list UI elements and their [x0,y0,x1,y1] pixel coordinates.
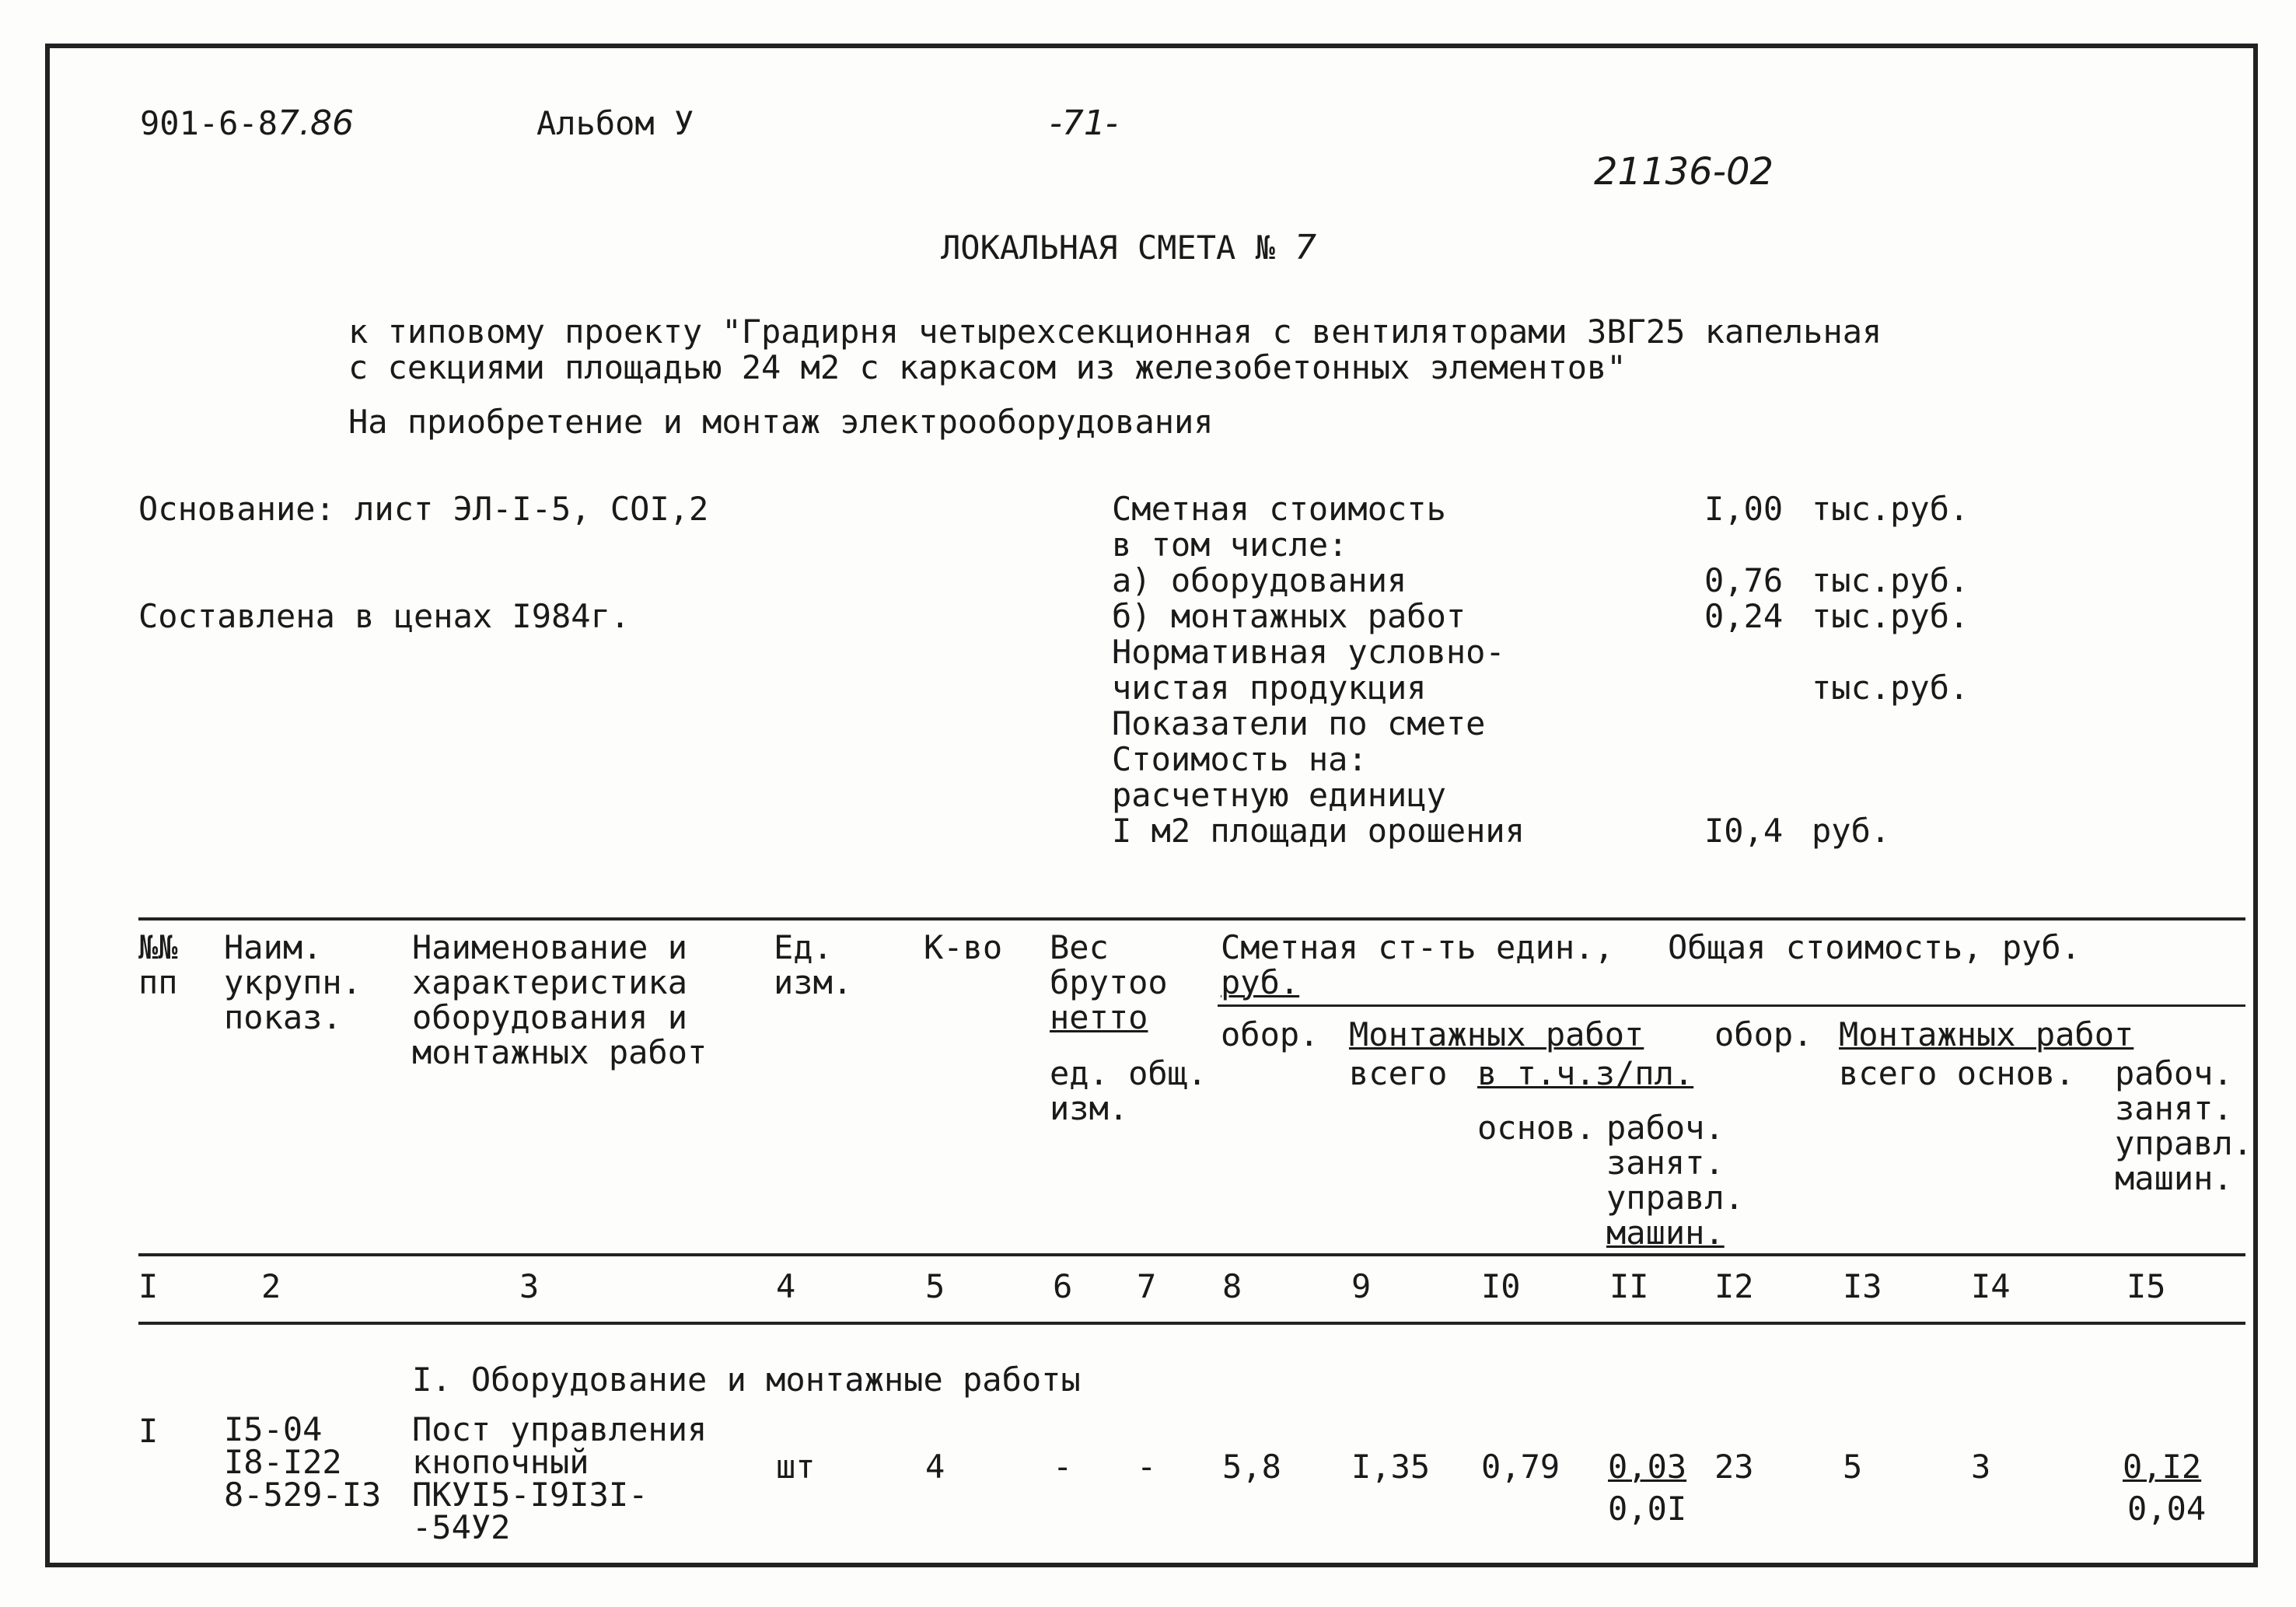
cost-label: в том числе: [1112,526,1348,564]
cost-label: чистая продукция [1112,669,1427,707]
colnum: I0 [1481,1267,1521,1305]
unit-raboch-header: рабоч. занят. управл. машин. [1606,1109,1745,1252]
row-c15-bottom: 0,04 [2127,1490,2207,1528]
row-c14: 3 [1971,1448,1991,1486]
project-line-1: к типовому проекту "Градирня четырехсекционная с вентиляторами ЗВГ25 капельная [348,313,1882,351]
row-c11-bottom: 0,0I [1608,1490,1687,1528]
unit-osnov-header: основ. [1477,1109,1595,1147]
estimate-number: 7 [1295,228,1317,267]
cost-label: а) оборудования [1112,561,1407,599]
document-number: 21136-02 [1594,150,1774,194]
row-number: I [138,1412,159,1450]
total-obor-header: обор. [1714,1015,1813,1053]
estimate-title: ЛОКАЛЬНАЯ СМЕТА № 7 [941,228,1317,267]
col-weight-header: Вес [1050,928,1109,966]
cost-unit: тыс.руб. [1812,597,1969,635]
colnum: II [1609,1267,1649,1305]
page-number: -71- [1050,103,1118,143]
colnum: I2 [1714,1267,1754,1305]
colnum: I3 [1843,1267,1882,1305]
col-weight-netto: нетто [1050,998,1148,1036]
unit-vtch-header: в т.ч.з/пл. [1477,1054,1694,1092]
row-c11-top: 0,03 [1608,1448,1687,1486]
colnum: 2 [261,1267,281,1305]
row-weight-unit: - [1053,1448,1073,1486]
colnum: 5 [925,1267,945,1305]
row-c10: 0,79 [1481,1448,1560,1486]
row-name: Пост управления кнопочный ПКУI5-I9I3I- -54У2 [412,1410,708,1546]
cost-value: I,00 [1704,490,1784,528]
colnum: I4 [1971,1267,2011,1305]
row-c9: I,35 [1351,1448,1431,1486]
cost-label: расчетную единицу [1112,776,1446,814]
cost-unit: тыс.руб. [1812,669,1969,707]
cost-value: I0,4 [1704,812,1784,850]
header-bottom-rule [138,1253,2245,1256]
section-heading: I. Оборудование и монтажные работы [412,1361,1081,1399]
row-c15-top: 0,I2 [2123,1448,2202,1486]
unit-vsego-header: всего [1349,1054,1448,1092]
unit-cost-title-unit: руб. [1221,963,1300,1001]
colnum: 6 [1053,1267,1073,1305]
cost-value: 0,24 [1704,597,1784,635]
unit-obor-header: обор. [1221,1015,1319,1053]
total-cost-title: Общая стоимость, руб. [1668,928,2081,966]
row-c8: 5,8 [1222,1448,1281,1486]
doc-code-handwritten: 7.86 [278,103,354,143]
doc-code: 901-6-87.86 [140,103,354,143]
col-weight-sub: ед. общ. [1050,1054,1207,1092]
album-label: Альбом У [536,104,694,142]
col-weight-sub2: изм. [1050,1089,1129,1127]
col-qty-header: К-во [924,928,1003,966]
row-c12: 23 [1714,1448,1754,1486]
cost-unit: тыс.руб. [1812,561,1969,599]
row-unit: шт [776,1448,816,1486]
basis-sheet: Основание: лист ЭЛ-I-5, COI,2 [138,490,709,528]
total-vsego-osnov-header: всего основ. [1839,1054,2075,1092]
unit-mont-header: Монтажных работ [1349,1015,1644,1053]
col-code-header: Наим. укрупн. показ. [224,928,362,1036]
colnum: 3 [519,1267,540,1305]
project-line-3: На приобретение и монтаж электрооборудования [348,403,1214,441]
cost-label: Стоимость на: [1112,740,1368,778]
colnum: I [138,1267,159,1305]
colnum: 8 [1222,1267,1242,1305]
total-raboch-header: рабоч. занят. управл. машин. [2115,1054,2253,1197]
cost-label: I м2 площади орошения [1112,812,1525,850]
cost-label: Показатели по смете [1112,704,1486,742]
table-top-rule [138,917,2245,921]
colnum: I5 [2127,1267,2166,1305]
project-line-2: с секциями площадью 24 м2 с каркасом из железобетонных элементов" [348,348,1627,386]
row-c13: 5 [1843,1448,1863,1486]
total-mont-header: Монтажных работ [1839,1015,2134,1053]
row-codes: I5-04 I8-I22 8-529-I3 [224,1410,382,1514]
colnum-bottom-rule [138,1322,2245,1325]
basis-prices: Составлена в ценах I984г. [138,597,631,635]
colnum: 7 [1137,1267,1157,1305]
col-weight-brutto: брутоо [1050,963,1168,1001]
unit-cost-title: Сметная ст-ть един., [1221,928,1614,966]
cost-subheader-rule [1218,1004,2245,1007]
col-unit-header: Ед. изм. [774,928,853,1001]
row-qty: 4 [925,1448,945,1486]
row-weight-total: - [1137,1448,1157,1486]
col-name-header: Наименование и характеристика оборудования и монтажных работ [412,928,708,1071]
cost-label: б) монтажных работ [1112,597,1466,635]
cost-unit: руб. [1812,812,1891,850]
cost-unit: тыс.руб. [1812,490,1969,528]
cost-label: Нормативная условно- [1112,633,1505,671]
cost-value: 0,76 [1704,561,1784,599]
cost-label: Сметная стоимость [1112,490,1446,528]
colnum: 9 [1351,1267,1372,1305]
colnum: 4 [776,1267,796,1305]
col-no-header: №№ пп [138,928,178,1001]
